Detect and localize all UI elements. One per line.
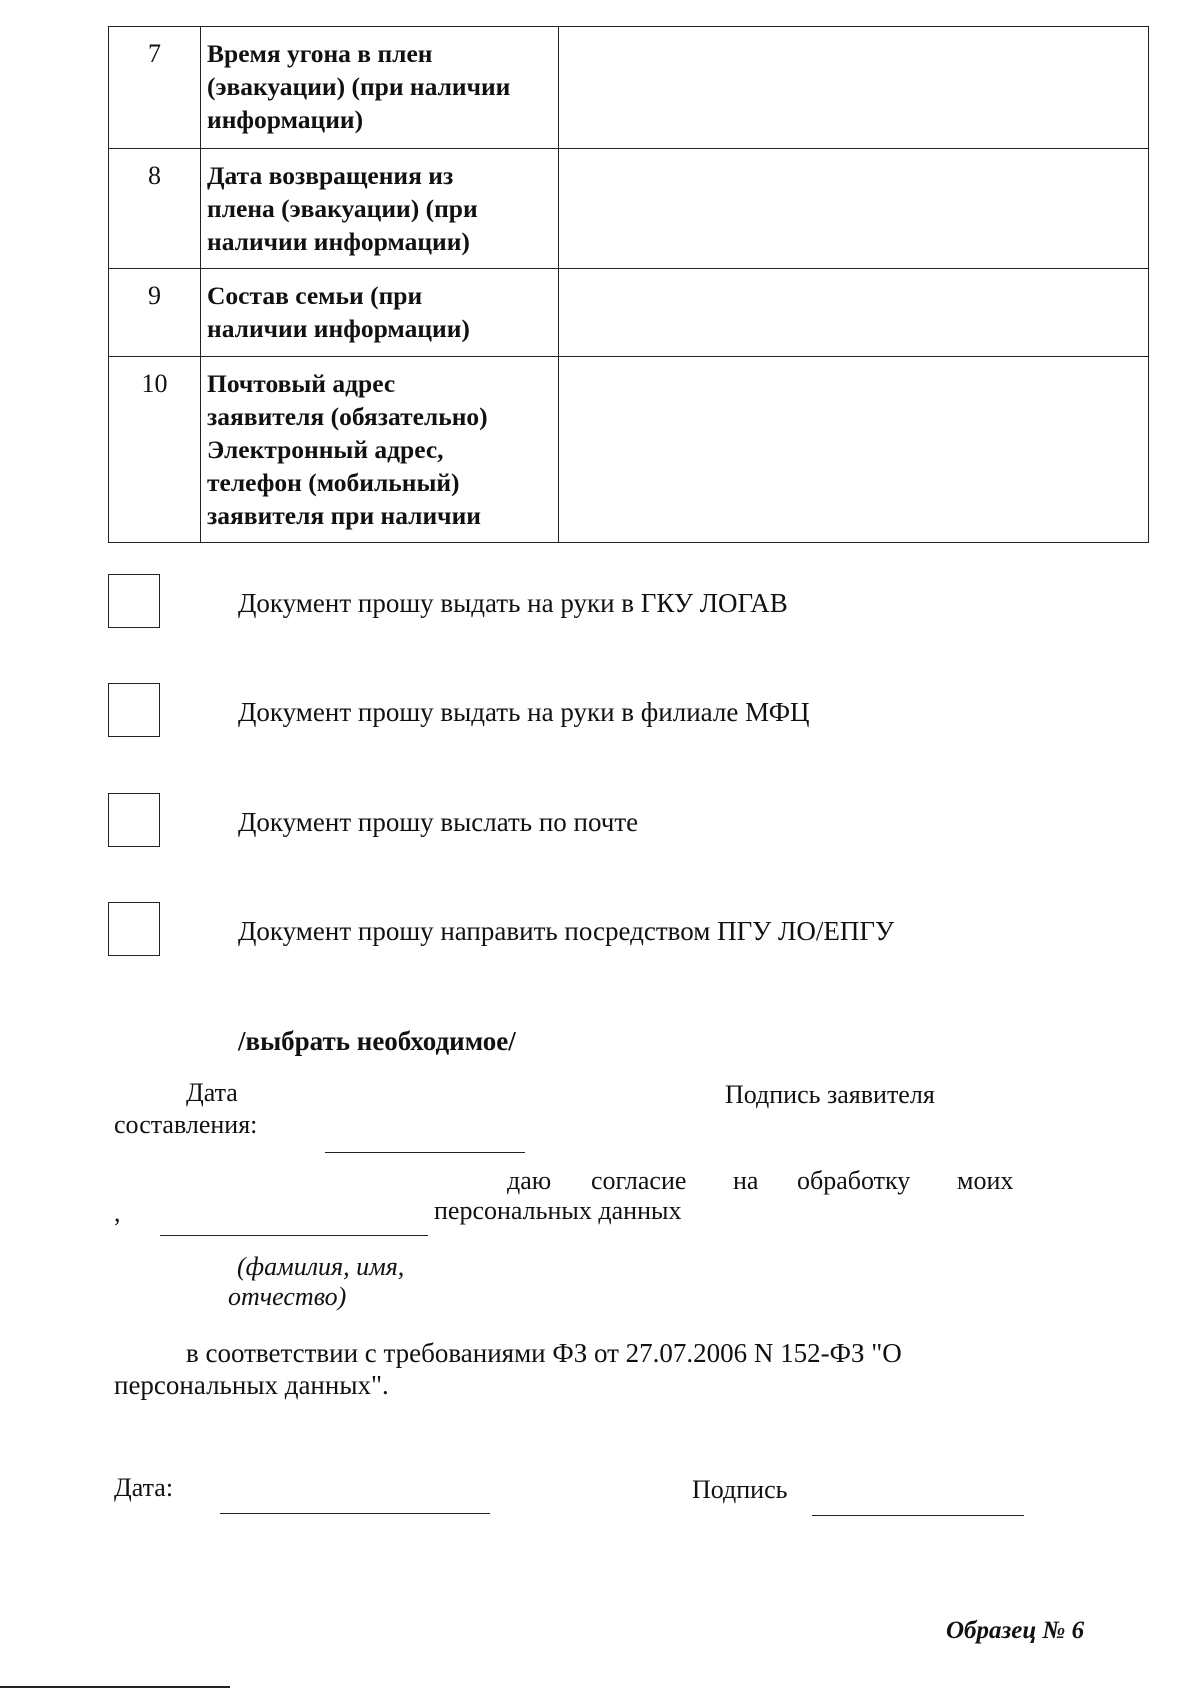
label-line: наличии информации)	[207, 227, 470, 256]
family-composition-field[interactable]	[559, 269, 1149, 357]
consent-personal-data: персональных данных	[434, 1196, 682, 1225]
consent-comma: ,	[114, 1198, 121, 1227]
option-checkbox-mail[interactable]	[108, 793, 160, 847]
footer-date-label: Дата:	[114, 1473, 174, 1502]
footer-date-line[interactable]	[220, 1513, 490, 1514]
label-line: плена (эвакуации) (при	[207, 194, 478, 223]
row-label	[201, 269, 559, 357]
label-line: телефон (мобильный)	[207, 468, 460, 497]
label-line: заявителя (обязательно)	[207, 402, 488, 431]
full-name-line[interactable]	[160, 1235, 428, 1236]
applicant-signature-label: Подпись заявителя	[725, 1080, 935, 1109]
row-number: 9	[109, 269, 201, 357]
option-label-mail: Документ прошу выслать по почте	[238, 807, 639, 837]
label-line: Почтовый адрес	[207, 369, 396, 398]
row-number: 7	[109, 27, 201, 149]
consent-word: согласие	[591, 1166, 687, 1195]
table-row	[109, 149, 1149, 269]
table-row	[109, 269, 1149, 357]
label-line: Время угона в плен	[207, 39, 433, 68]
table-row	[109, 27, 1149, 149]
row-label	[201, 357, 559, 543]
date-compiled-label: Дата	[186, 1078, 238, 1107]
option-label-mfc: Документ прошу выдать на руки в филиале МФЦ	[238, 697, 810, 727]
return-date-field[interactable]	[559, 149, 1149, 269]
full-name-hint-2: отчество)	[228, 1282, 347, 1311]
option-checkbox-logav[interactable]	[108, 574, 160, 628]
table-row	[109, 357, 1149, 543]
option-checkbox-pgu[interactable]	[108, 902, 160, 956]
consent-word: моих	[957, 1166, 1014, 1195]
full-name-hint: (фамилия, имя,	[237, 1252, 405, 1281]
date-compiled-line[interactable]	[325, 1152, 525, 1153]
consent-word: обработку	[797, 1166, 911, 1195]
row-number: 8	[109, 149, 201, 269]
footer-signature-line[interactable]	[812, 1515, 1024, 1516]
row-label	[201, 27, 559, 149]
date-compiled-label-2: составления:	[114, 1110, 258, 1139]
consent-word: даю	[507, 1166, 552, 1195]
law-reference-2: персональных данных".	[114, 1370, 389, 1400]
option-label-logav: Документ прошу выдать на руки в ГКУ ЛОГАВ	[238, 588, 788, 618]
option-label-pgu: Документ прошу направить посредством ПГУ ЛО/ЕПГУ	[238, 916, 895, 946]
footer-signature-label: Подпись	[692, 1475, 788, 1504]
bottom-rule	[0, 1686, 230, 1688]
label-line: информации)	[207, 105, 364, 134]
label-line: заявителя при наличии	[207, 501, 481, 530]
label-line: наличии информации)	[207, 314, 470, 343]
row-label	[201, 149, 559, 269]
sample-label: Образец № 6	[946, 1617, 1085, 1644]
option-checkbox-mfc[interactable]	[108, 683, 160, 737]
contact-address-field[interactable]	[559, 357, 1149, 543]
law-reference: в соответствии с требованиями ФЗ от 27.07.2006 N 152-ФЗ "О	[186, 1338, 902, 1368]
applicant-info-table	[108, 26, 1149, 543]
label-line: Состав семьи (при	[207, 281, 423, 310]
consent-word: на	[733, 1166, 759, 1195]
row-number: 10	[109, 357, 201, 543]
label-line: Электронный адрес,	[207, 435, 444, 464]
choose-note: /выбрать необходимое/	[238, 1026, 516, 1056]
label-line: (эвакуации) (при наличии	[207, 72, 511, 101]
label-line: Дата возвращения из	[207, 161, 454, 190]
captivity-time-field[interactable]	[559, 27, 1149, 149]
